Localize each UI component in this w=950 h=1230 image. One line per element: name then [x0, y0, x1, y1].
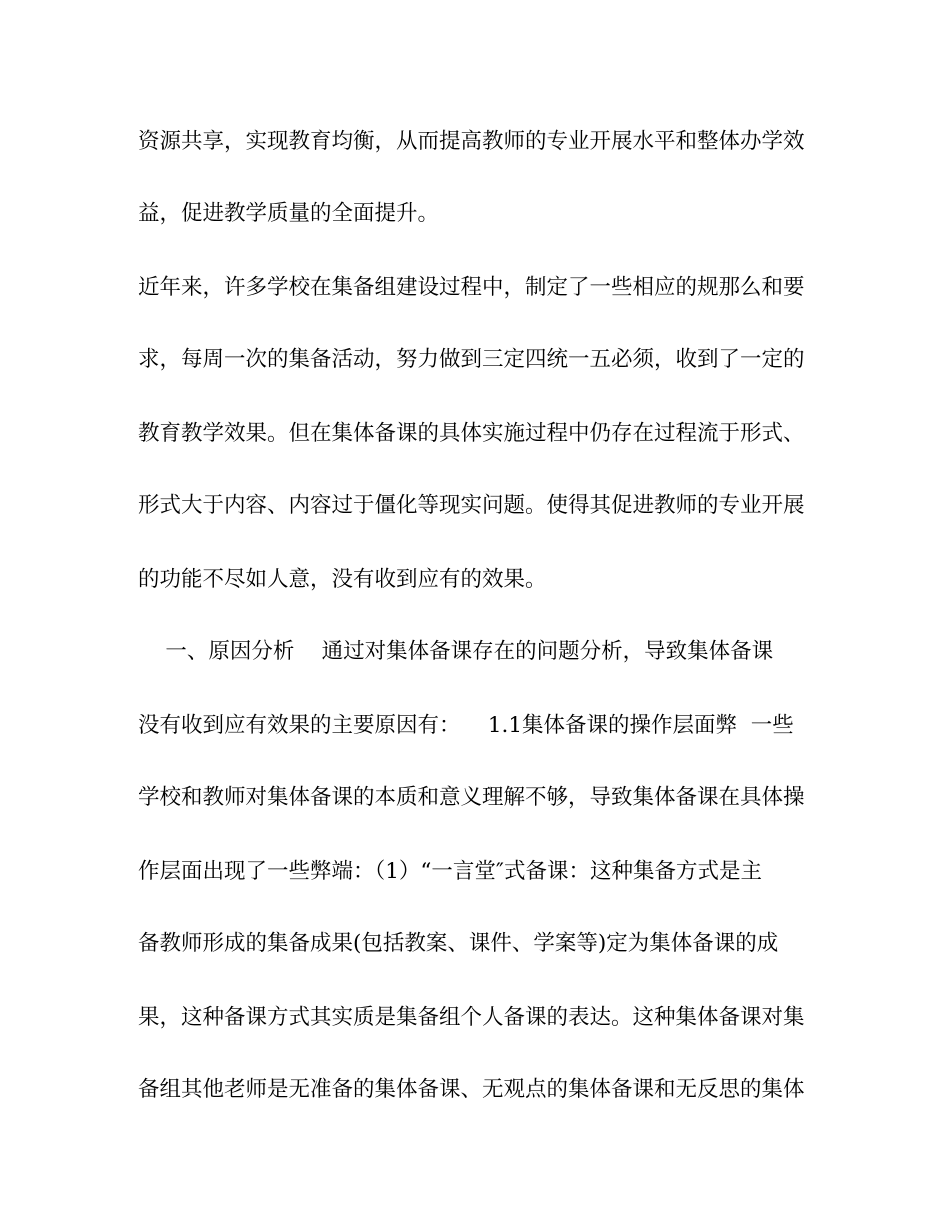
text-line: 益，促进教学质量的全面提升。 [138, 201, 440, 226]
text-line: 教育教学效果。但在集体备课的具体实施过程中仍存在过程流于形式、 [138, 421, 805, 446]
text-line: 的功能不尽如人意，没有收到应有的效果。 [138, 567, 547, 592]
text-line: 一、原因分析 通过对集体备课存在的问题分析，导致集体备课 [138, 639, 774, 664]
text-line: 果，这种备课方式其实质是集备组个人备课的表达。这种集体备课对集 [138, 1005, 805, 1030]
text-line: 没有收到应有效果的主要原因有： 1.1集体备课的操作层面弊 一些 [138, 713, 794, 738]
text-line: 近年来，许多学校在集备组建设过程中，制定了一些相应的规那么和要 [138, 275, 805, 300]
text-line: 求，每周一次的集备活动，努力做到三定四统一五必须，收到了一定的 [138, 347, 805, 372]
text-line: 形式大于内容、内容过于僵化等现实问题。使得其促进教师的专业开展 [138, 493, 805, 518]
text-line: 学校和教师对集体备课的本质和意义理解不够，导致集体备课在具体操 [138, 785, 805, 810]
text-line: 备教师形成的集备成果(包括教案、课件、学案等)定为集体备课的成 [138, 931, 779, 956]
text-line: 资源共享，实现教育均衡，从而提高教师的专业开展水平和整体办学效 [138, 129, 805, 154]
text-line: 作层面出现了一些弊端：（1）“一言堂″式备课：这种集备方式是主 [138, 859, 762, 884]
text-line: 备组其他老师是无准备的集体备课、无观点的集体备课和无反思的集体 [138, 1077, 805, 1102]
